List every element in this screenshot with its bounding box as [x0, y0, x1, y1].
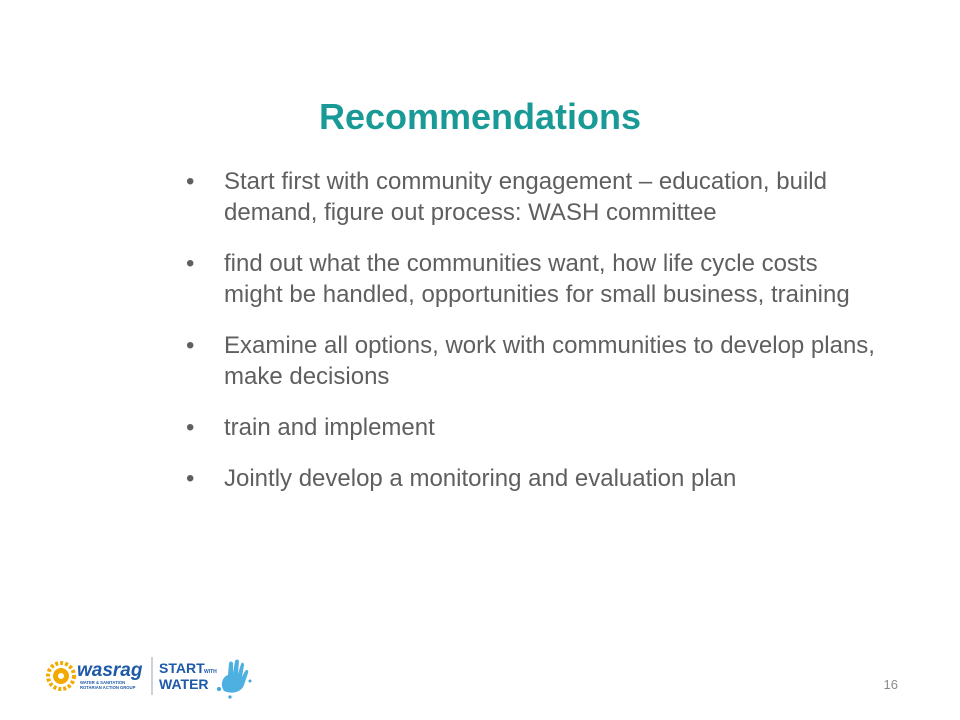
bullet-text: Jointly develop a monitoring and evaluation plan — [224, 465, 737, 492]
bullet-text: Examine all options, work with communities to develop plans, make decisions — [224, 332, 875, 390]
water-hand-icon — [217, 660, 252, 699]
bullet-item — [186, 412, 876, 443]
bullet-list — [186, 166, 876, 514]
bullet-icon: • — [186, 414, 195, 441]
bullet-icon: • — [186, 332, 195, 359]
with-wordmark: WITH — [204, 669, 217, 675]
bullet-text: Start first with community engagement – education, build demand, figure out process: WASH committee — [224, 168, 827, 226]
wasrag-subtitle-2: ROTARIAN ACTION GROUP — [80, 685, 136, 690]
slide-title: Recommendations — [318, 96, 642, 137]
page-number: 16 — [883, 677, 898, 692]
bullet-icon: • — [186, 250, 195, 277]
bullet-item — [186, 166, 876, 228]
rotary-wheel-icon — [48, 663, 74, 689]
bullet-text: train and implement — [224, 414, 435, 441]
bullet-text: find out what the communities want, how life cycle costs might be handled, opportunities for small business, training — [224, 250, 850, 308]
bullet-item — [186, 330, 876, 392]
wasrag-wordmark: wasrag — [77, 660, 143, 681]
water-wordmark: WATER — [159, 676, 209, 692]
bullet-item — [186, 463, 876, 494]
bullet-item — [186, 248, 876, 310]
wasrag-start-with-water-logo — [44, 651, 259, 701]
bullet-icon: • — [186, 168, 195, 195]
wasrag-subtitle-1: WATER & SANITATION — [80, 680, 126, 685]
start-wordmark: START — [159, 660, 205, 676]
bullet-icon: • — [186, 465, 195, 492]
